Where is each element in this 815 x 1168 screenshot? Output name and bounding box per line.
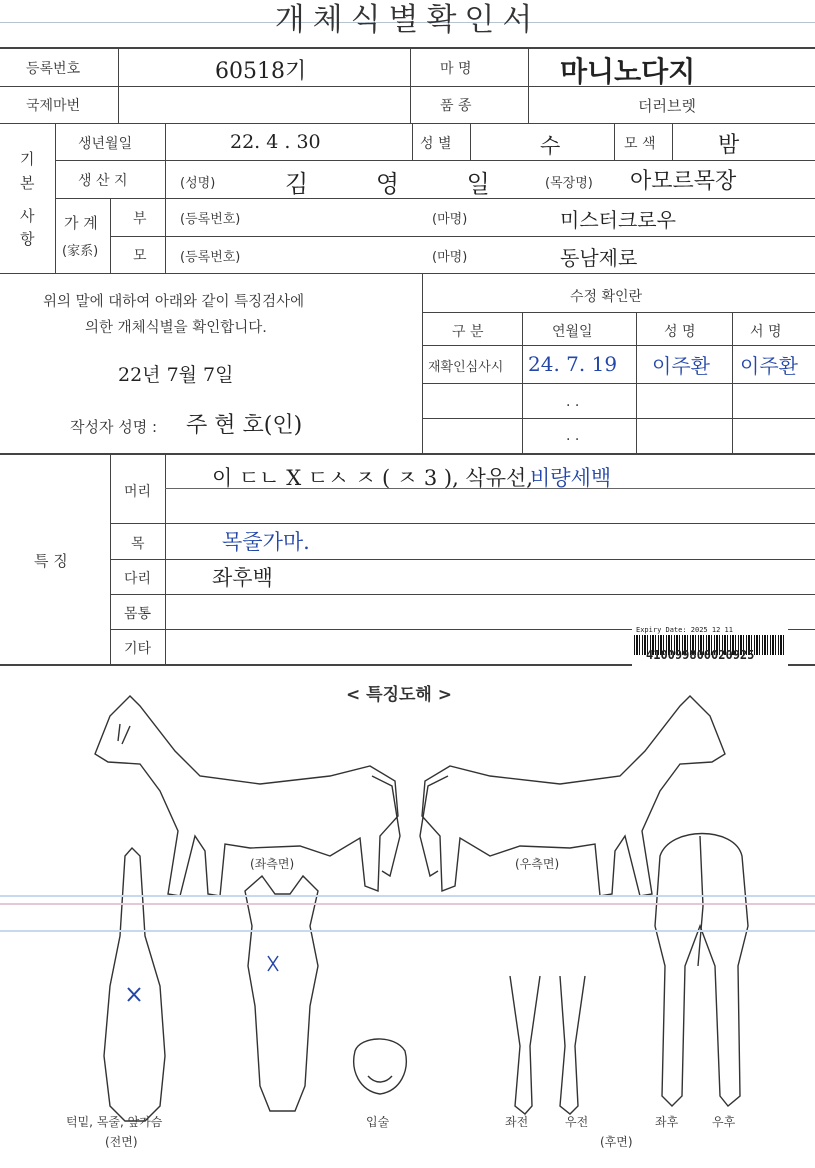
other-label: 기타 xyxy=(124,641,152,657)
right-fore-caption: 우전 xyxy=(565,1115,589,1129)
sire-value: 미스터크로우 xyxy=(560,208,676,232)
front-sub-caption: (전면) xyxy=(105,1135,138,1149)
left-fore-caption: 좌전 xyxy=(505,1115,529,1129)
front-view-horse xyxy=(104,848,165,1121)
expiry-text: Expiry Date: 2025 12 11 xyxy=(636,626,733,634)
scan-artifact xyxy=(0,903,815,905)
sex-label: 성 별 xyxy=(420,136,452,152)
right-side-horse xyxy=(420,696,725,896)
revision-row2-date: . . xyxy=(566,394,580,410)
author-value: 주 현 호(인) xyxy=(186,413,303,438)
scan-artifact xyxy=(0,930,815,932)
head-label: 머리 xyxy=(124,484,152,500)
color-value: 밤 xyxy=(718,133,740,158)
legs-label: 다리 xyxy=(124,571,152,587)
revision-row1-sign: 이주환 xyxy=(740,354,798,378)
producer-value: 김 영 일 xyxy=(285,170,520,198)
revision-row1-name: 이주환 xyxy=(652,354,710,378)
dam-label: 모 xyxy=(133,248,147,264)
head-value: 이 ㄷㄴ X ㄷㅅ ㅈ ( ㅈ 3 ), 삭유선, xyxy=(212,466,533,490)
sex-value: 수 xyxy=(540,134,561,158)
dam-reg-sub: (등록번호) xyxy=(180,250,241,265)
horse-name-value: 마니노다지 xyxy=(560,55,696,88)
right-hind-caption: 우후 xyxy=(712,1115,736,1129)
pedigree-sub: (家系) xyxy=(62,244,99,259)
front-caption: 턱밑, 목줄, 앞가슴 xyxy=(66,1115,163,1129)
neck-label: 목 xyxy=(131,536,145,552)
author-label: 작성자 성명 : xyxy=(70,418,158,436)
legs-value: 좌후백 xyxy=(212,566,273,590)
origin-label: 생 산 지 xyxy=(78,173,128,189)
confirm-text-1: 위의 말에 대하여 아래와 같이 특징검사에 xyxy=(43,294,305,310)
features-label: 특 징 xyxy=(34,552,68,570)
farm-sub: (목장명) xyxy=(545,176,593,191)
left-hind-caption: 좌후 xyxy=(655,1115,679,1129)
revision-col-sign: 서 명 xyxy=(750,324,782,340)
barcode-number: 410099800020925 xyxy=(646,648,755,662)
birth-value: 22. 4 . 30 xyxy=(230,131,321,153)
reg-no-value: 60518기 xyxy=(215,59,307,84)
front-legs-view xyxy=(510,976,585,1114)
revision-col-name: 성 명 xyxy=(664,324,696,340)
birth-label: 생년월일 xyxy=(78,136,133,152)
pedigree-label: 가 계 xyxy=(64,214,98,232)
reg-no-label: 등록번호 xyxy=(26,61,81,77)
sire-label: 부 xyxy=(133,211,147,227)
revision-col-category: 구 분 xyxy=(452,324,484,340)
breed-label: 품 종 xyxy=(440,98,472,114)
intl-no-label: 국제마번 xyxy=(26,98,81,114)
scan-artifact xyxy=(0,895,815,897)
revision-row3-date: . . xyxy=(566,428,580,444)
head-value-blue: 비량세백 xyxy=(530,466,612,490)
horse-name-label: 마 명 xyxy=(440,61,472,77)
revision-col-date: 연월일 xyxy=(552,324,593,340)
sire-horse-sub: (마명) xyxy=(432,212,468,227)
dam-value: 동남제로 xyxy=(560,246,638,270)
muzzle-caption: 입술 xyxy=(366,1115,390,1129)
rear-view-horse xyxy=(655,834,748,1107)
neck-value: 목줄가마. xyxy=(222,530,310,554)
revision-header: 수정 확인란 xyxy=(570,289,643,305)
sire-reg-sub: (등록번호) xyxy=(180,212,241,227)
color-label: 모 색 xyxy=(624,136,656,152)
muzzle-view xyxy=(354,1039,407,1094)
producer-sub: (성명) xyxy=(180,176,216,191)
revision-row1-date: 24. 7. 19 xyxy=(528,352,618,376)
farm-value: 아모르목장 xyxy=(630,169,737,194)
rear-sub-caption: (후면) xyxy=(600,1135,633,1149)
body-label: 몸통 xyxy=(124,606,152,622)
left-side-caption: (좌측면) xyxy=(250,857,295,871)
dam-horse-sub: (마명) xyxy=(432,250,468,265)
confirm-date: 22년 7월 7일 xyxy=(118,364,234,386)
right-side-caption: (우측면) xyxy=(515,857,560,871)
horse-diagram xyxy=(0,666,815,1168)
breed-value: 더러브렛 xyxy=(638,97,696,115)
diagram-title: < 특징도해 > xyxy=(346,685,453,705)
revision-row1-category: 재확인심사시 xyxy=(428,360,504,375)
head-front-view xyxy=(245,876,318,1111)
confirm-text-2: 의한 개체식별을 확인합니다. xyxy=(85,320,267,336)
document-title: 개체식별확인서 xyxy=(274,2,541,38)
